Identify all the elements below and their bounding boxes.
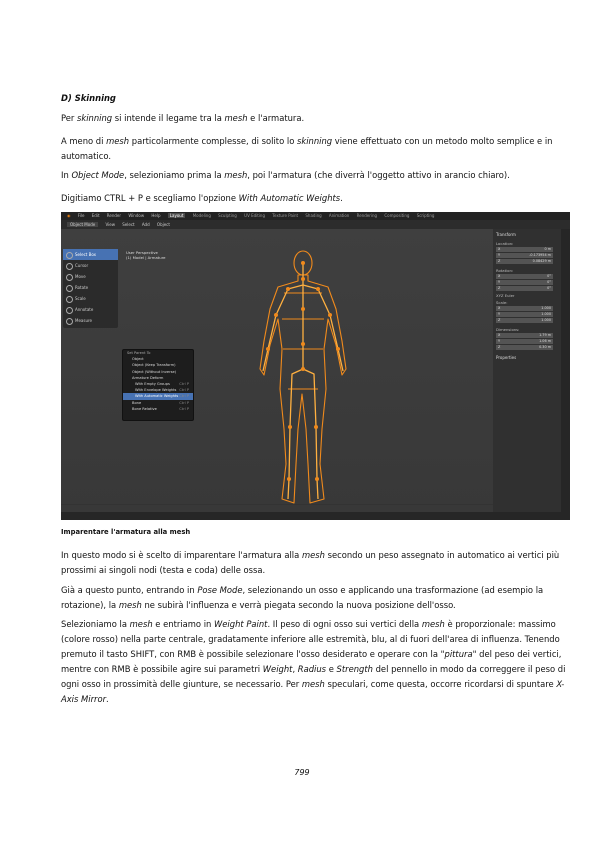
tool-measure: Measure: [63, 315, 118, 326]
menu-item: With Envelope Weights Ctrl P: [135, 388, 189, 393]
tool-scale: Scale: [63, 293, 118, 304]
menu-item: Object: [132, 357, 144, 362]
dimensions-y: Y 1.06 m: [498, 339, 551, 343]
scale-y: Y 1.000: [498, 312, 551, 316]
viewport-info: User Perspective (1) Model | Armature: [126, 250, 166, 260]
scale-x: X 1.000: [498, 306, 551, 310]
dimensions-z: Z 0.30 m: [498, 345, 551, 349]
paragraph-7: Selezioniamo la mesh e entriamo in Weight Paint. Il peso di ogni osso sui vertici della mesh è proporzionale: massimo (colore rosso) nella parte centrale, gradatamente inferiore alle estremità, blu, al di fuori dell'area di influenza. Tenendo premuto il tasto SHIFT, con RMB è possibile selezionare l'osso desiderato e operare con la "pittura" del peso dei vertici, mentre con RMB è possibile agire sui parametri Weight, Radius e Strength del pennello in modo da correggere il peso di ogni osso in prossimità delle giunture, se necessario. Per mesh speculari, come questa, occorre ricordarsi di spuntare X-Axis Mirror.: [61, 619, 566, 704]
properties-title: Properties: [496, 355, 517, 360]
blender-logo-icon: ◉: [67, 213, 71, 218]
workspace-tab: UV Editing: [244, 213, 266, 218]
panel-title: Transform: [496, 232, 516, 237]
rotation-mode: XYZ Euler: [496, 293, 515, 298]
header-object: Object: [156, 222, 170, 227]
menu-item: Bone Ctrl P: [132, 400, 189, 405]
figure-caption: Imparentare l'armatura alla mesh: [61, 528, 191, 536]
page-number: 799: [294, 768, 310, 777]
tool-move: Move: [63, 271, 118, 282]
paragraph-3: In Object Mode, selezioniamo prima la mesh, poi l'armatura (che diverrà l'oggetto attivo in arancio chiaro).: [61, 170, 510, 180]
rotation-label: Rotation:: [496, 268, 514, 273]
tool-annotate: Annotate: [63, 304, 118, 315]
sidebar-tabs: [561, 229, 570, 520]
scale-z: Z 1.000: [498, 318, 551, 322]
header-view: View: [105, 222, 115, 227]
rotation-x: X 0°: [498, 274, 551, 278]
rotation-z: Z 0°: [498, 286, 551, 290]
workspace-tab: Scripting: [416, 213, 435, 218]
menu-edit: Edit: [91, 213, 100, 218]
toolbox: [63, 249, 118, 328]
workspace-tab: Layout: [169, 213, 184, 218]
blender-topbar: [61, 212, 570, 220]
workspace-tab: Shading: [305, 213, 322, 218]
blender-screenshot: [61, 212, 570, 520]
workspace-tab: Modeling: [192, 213, 211, 218]
menu-help: Help: [151, 213, 161, 218]
tool-rotate: Rotate: [63, 282, 118, 293]
mode-select: Object Mode: [67, 222, 98, 227]
location-y: Y -0.173954 m: [498, 253, 551, 257]
workspace-tab: Rendering: [356, 213, 378, 218]
workspace-tab: Animation: [328, 213, 350, 218]
menu-item-automatic-weights: With Automatic Weights Ctrl P: [123, 393, 193, 399]
menu-item: Armature Deform: [132, 375, 164, 380]
paragraph-5: In questo modo si è scelto di imparentare l'armatura alla mesh secondo un peso assegnato in automatico ai vertici più prossimi ai singoli nodi (testa e coda) delle ossa.: [61, 550, 560, 575]
paragraph-6: Già a questo punto, entrando in Pose Mode, selezionando un osso e applicando una trasformazione (ad esempio la rotazione), la mesh ne subirà l'influenza e verrà piegata secondo la nuova posizione dell'osso.: [61, 585, 544, 610]
header-add: Add: [141, 222, 150, 227]
tool-select-box: Select Box: [63, 249, 118, 260]
workspace-tab: Compositing: [384, 213, 410, 218]
paragraph-1: Per skinning si intende il legame tra la mesh e l'armatura.: [61, 113, 305, 123]
dimensions-x: X 1.79 m: [498, 333, 551, 337]
location-x: X 0 m: [498, 247, 551, 251]
location-z: Z 0.08429 m: [498, 259, 551, 263]
paragraph-4: Digitiamo CTRL + P e scegliamo l'opzione With Automatic Weights.: [61, 193, 343, 203]
menu-item: Object (Without Inverse): [132, 369, 177, 374]
status-bar: [61, 512, 570, 520]
menu-render: Render: [106, 213, 122, 218]
transform-panel: [493, 229, 561, 520]
set-parent-menu: [122, 349, 194, 421]
tool-cursor: Cursor: [63, 260, 118, 271]
menu-file: File: [77, 213, 85, 218]
location-label: Location:: [496, 241, 514, 246]
section-heading: D) Skinning: [61, 93, 116, 103]
menu-item: With Empty Groups Ctrl P: [135, 381, 189, 386]
paragraph-2: A meno di mesh particolarmente complesse, di solito lo skinning viene effettuato con un metodo molto semplice e in automatico.: [61, 136, 553, 161]
rotation-y: Y 0°: [498, 280, 551, 284]
3d-viewport: [61, 229, 493, 520]
workspace-tab: Sculpting: [218, 213, 237, 218]
dimensions-label: Dimensions:: [496, 327, 520, 332]
header-select: Select: [122, 222, 135, 227]
armature-figure: [248, 249, 358, 519]
workspace-tab: Texture Paint: [272, 213, 299, 218]
menu-title: Set Parent To: [127, 351, 151, 355]
menu-item: Object (Keep Transform): [132, 363, 176, 368]
menu-item: Bone Relative Ctrl P: [132, 406, 189, 411]
viewport-header: [61, 220, 570, 229]
menu-window: Window: [128, 213, 145, 218]
scale-label: Scale:: [496, 300, 508, 305]
